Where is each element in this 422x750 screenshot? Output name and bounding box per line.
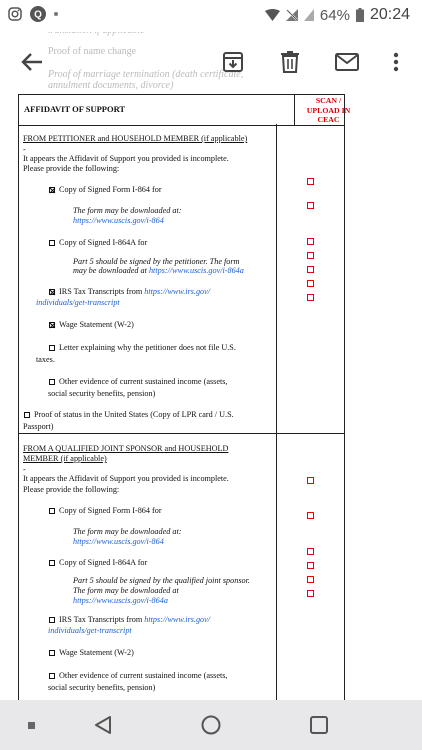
nav-back-button[interactable]: [90, 712, 116, 738]
checkbox[interactable]: [49, 240, 55, 246]
toolbar: [0, 32, 422, 92]
item-label: Other evidence of current sustained income (assets,: [59, 377, 228, 386]
instagram-icon: [8, 7, 22, 21]
note-text: The form may be downloaded at:: [73, 527, 182, 536]
battery-icon: [356, 8, 364, 22]
item-label: Other evidence of current sustained income (assets,: [59, 671, 228, 680]
download-icon: [222, 51, 244, 73]
ghost-text: Proof of name change: [48, 46, 137, 57]
delete-button[interactable]: [272, 44, 308, 80]
scan-checkbox[interactable]: [307, 294, 314, 301]
item-label: Copy of Signed Form I-864 for: [59, 185, 162, 194]
section-title: AFFIDAVIT OF SUPPORT: [24, 104, 126, 114]
wifi-icon: [265, 9, 280, 21]
intro-text: It appears the Affidavit of Support you provided is incomplete.: [23, 474, 229, 483]
table-border: [344, 94, 345, 700]
checkbox-checked[interactable]: [49, 289, 55, 295]
clock: 20:24: [369, 6, 410, 23]
intro-text: It appears the Affidavit of Support you provided is incomplete.: [23, 154, 229, 163]
scan-checkbox[interactable]: [307, 238, 314, 245]
scan-checkbox[interactable]: [307, 202, 314, 209]
scan-column-header: SCAN / UPLOAD IN CEAC: [294, 95, 362, 125]
link[interactable]: https://www.irs.gov/: [144, 287, 211, 296]
quora-icon: [30, 6, 46, 22]
checkbox[interactable]: [49, 508, 55, 514]
checkbox[interactable]: [49, 617, 55, 623]
checkbox[interactable]: [24, 412, 30, 418]
scan-checkbox[interactable]: [307, 280, 314, 287]
ghost-text: Proof of marriage termination (death certificate,: [48, 69, 244, 80]
link[interactable]: https://www.uscis.gov/i-864: [73, 216, 164, 225]
link[interactable]: https://www.irs.gov/: [144, 615, 211, 624]
item-label: IRS Tax Transcripts from https://www.irs.gov/: [59, 287, 211, 296]
nav-home-button[interactable]: [198, 712, 224, 738]
item-label: IRS Tax Transcripts from https://www.irs.gov/: [59, 615, 211, 624]
checkbox[interactable]: [49, 650, 55, 656]
download-button[interactable]: [215, 44, 251, 80]
item-label: social security benefits, pension): [48, 683, 156, 692]
status-bar: [0, 0, 422, 32]
more-options-button[interactable]: [378, 44, 414, 80]
link[interactable]: https://www.uscis.gov/i-864a: [73, 596, 168, 605]
ghost-text: annulment documents, divorce): [48, 80, 174, 91]
scan-checkbox[interactable]: [307, 252, 314, 259]
system-nav-bar: [0, 700, 422, 750]
link[interactable]: https://www.uscis.gov/i-864a: [148, 266, 244, 275]
more-vertical-icon: [393, 52, 399, 72]
intro-text: Please provide the following:: [23, 485, 120, 494]
checkbox[interactable]: [49, 345, 55, 351]
item-label: Copy of Signed I-864A for: [59, 238, 148, 247]
notification-dot-icon: [54, 12, 58, 16]
table-border: [276, 124, 277, 700]
scan-checkbox[interactable]: [307, 548, 314, 555]
note-text: Part 5 should be signed by the qualified joint sponsor.: [73, 576, 250, 585]
note-text: The form may be downloaded at:: [73, 206, 182, 215]
back-triangle-icon: [94, 715, 112, 735]
mail-icon: [335, 53, 359, 71]
mail-button[interactable]: [329, 44, 365, 80]
scan-checkbox[interactable]: [307, 178, 314, 185]
table-border: [18, 94, 19, 700]
note-text: The form may be downloaded at: [73, 586, 179, 595]
note-text: may be downloaded at https://www.uscis.gov/i-864a: [73, 266, 244, 275]
nav-recents-button[interactable]: [306, 712, 332, 738]
trash-icon: [280, 51, 300, 73]
item-label: Passport): [23, 422, 54, 431]
home-circle-icon: [201, 715, 221, 735]
scan-checkbox[interactable]: [307, 512, 314, 519]
table-header: [18, 94, 351, 126]
checkbox[interactable]: [49, 379, 55, 385]
row-divider: [18, 433, 345, 434]
back-arrow-icon: [21, 52, 43, 72]
scan-checkbox[interactable]: [307, 576, 314, 583]
link[interactable]: https://www.uscis.gov/i-864: [73, 537, 164, 546]
checkbox[interactable]: [49, 673, 55, 679]
scan-checkbox[interactable]: [307, 477, 314, 484]
dash: -: [23, 465, 26, 474]
link[interactable]: individuals/get-transcript: [48, 626, 132, 635]
item-label: taxes.: [36, 355, 55, 364]
checkbox-checked[interactable]: [49, 322, 55, 328]
item-label: Wage Statement (W-2): [59, 320, 134, 329]
cell-signal-icon: [304, 9, 314, 21]
svg-text:Q: Q: [34, 9, 42, 21]
small-square-icon: [28, 722, 35, 729]
intro-text: Please provide the following:: [23, 164, 120, 173]
recents-dot-button[interactable]: [18, 712, 44, 738]
dash: -: [23, 145, 26, 154]
petitioner-heading: FROM PETITIONER and HOUSEHOLD MEMBER (if applicable): [23, 134, 248, 143]
item-label: Proof of status in the United States (Copy of LPR card / U.S.: [34, 410, 234, 419]
item-label: Wage Statement (W-2): [59, 648, 134, 657]
scan-checkbox[interactable]: [307, 266, 314, 273]
item-label: Copy of Signed I-864A for: [59, 558, 148, 567]
note-text: Part 5 should be signed by the petitioner. The form: [73, 257, 240, 266]
item-label: social security benefits, pension): [48, 389, 156, 398]
no-signal-icon: [286, 9, 298, 21]
battery-percent: 64%: [319, 6, 350, 24]
item-label: Letter explaining why the petitioner does not file U.S.: [59, 343, 236, 352]
scan-checkbox[interactable]: [307, 562, 314, 569]
joint-sponsor-heading: FROM A QUALIFIED JOINT SPONSOR and HOUSEHOLD: [23, 444, 229, 453]
checkbox-checked[interactable]: [49, 187, 55, 193]
back-button[interactable]: [14, 44, 50, 80]
link[interactable]: individuals/get-transcript: [36, 298, 120, 307]
joint-sponsor-heading: MEMBER (if applicable): [23, 454, 107, 463]
checkbox[interactable]: [49, 560, 55, 566]
recents-square-icon: [310, 716, 328, 734]
item-label: Copy of Signed Form I-864 for: [59, 506, 162, 515]
scan-checkbox[interactable]: [307, 590, 314, 597]
